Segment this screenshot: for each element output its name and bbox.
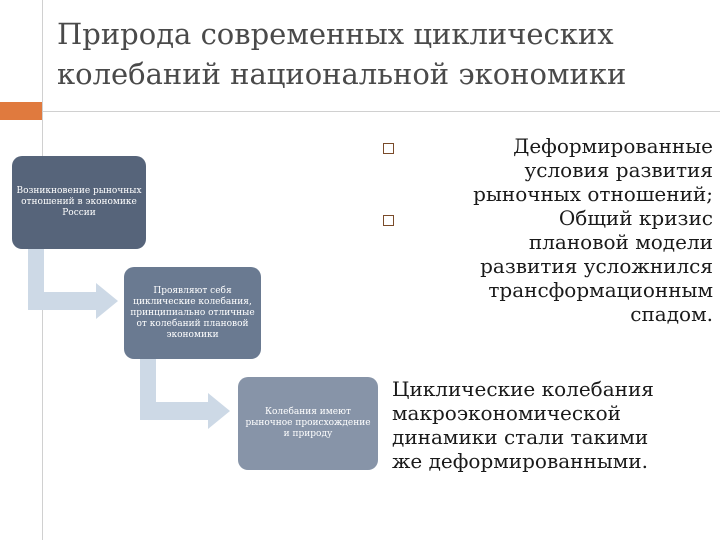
- bullet-line: спадом.: [630, 302, 713, 326]
- title-line-1: Природа современных циклических: [57, 17, 614, 51]
- bullet-line: условия развития: [524, 158, 713, 182]
- arrow-1: [28, 249, 118, 319]
- bullet-line: плановой модели: [528, 230, 713, 254]
- flow-box-market-origin: [238, 377, 378, 470]
- paragraph-line: же деформированными.: [392, 449, 648, 473]
- square-bullet-icon: [383, 215, 394, 226]
- paragraph-line: Циклические колебания: [392, 377, 654, 401]
- bullet-list: [383, 134, 713, 326]
- paragraph-line: макроэкономической: [392, 401, 621, 425]
- bullet-item: [383, 134, 713, 206]
- bullet-line: развития усложнился: [480, 254, 713, 278]
- title-line-2: колебаний национальной экономики: [57, 57, 627, 91]
- flow-box-market-emergence: [12, 156, 146, 249]
- bullet-line: трансформационным: [488, 278, 713, 302]
- flow-box-3-text: Колебания имеют рыночное происхождение и природу: [245, 407, 371, 439]
- flow-box-2-text: Проявляют себя циклические колебания, принципиально отличные от колебаний плановой экономики: [130, 285, 255, 340]
- flow-box-1-text: Возникновение рыночных отношений в экономике России: [16, 186, 142, 218]
- conclusion-paragraph: [392, 377, 712, 473]
- square-bullet-icon: [383, 143, 394, 154]
- flow-box-cyclical-fluctuations: [124, 267, 261, 359]
- paragraph-line: динамики стали такими: [392, 425, 649, 449]
- bullet-line: рыночных отношений;: [473, 182, 713, 206]
- bullet-item: [383, 206, 713, 326]
- bullet-line: Общий кризис: [558, 206, 713, 230]
- bullet-line: Деформированные: [513, 134, 713, 158]
- arrow-2: [140, 359, 230, 429]
